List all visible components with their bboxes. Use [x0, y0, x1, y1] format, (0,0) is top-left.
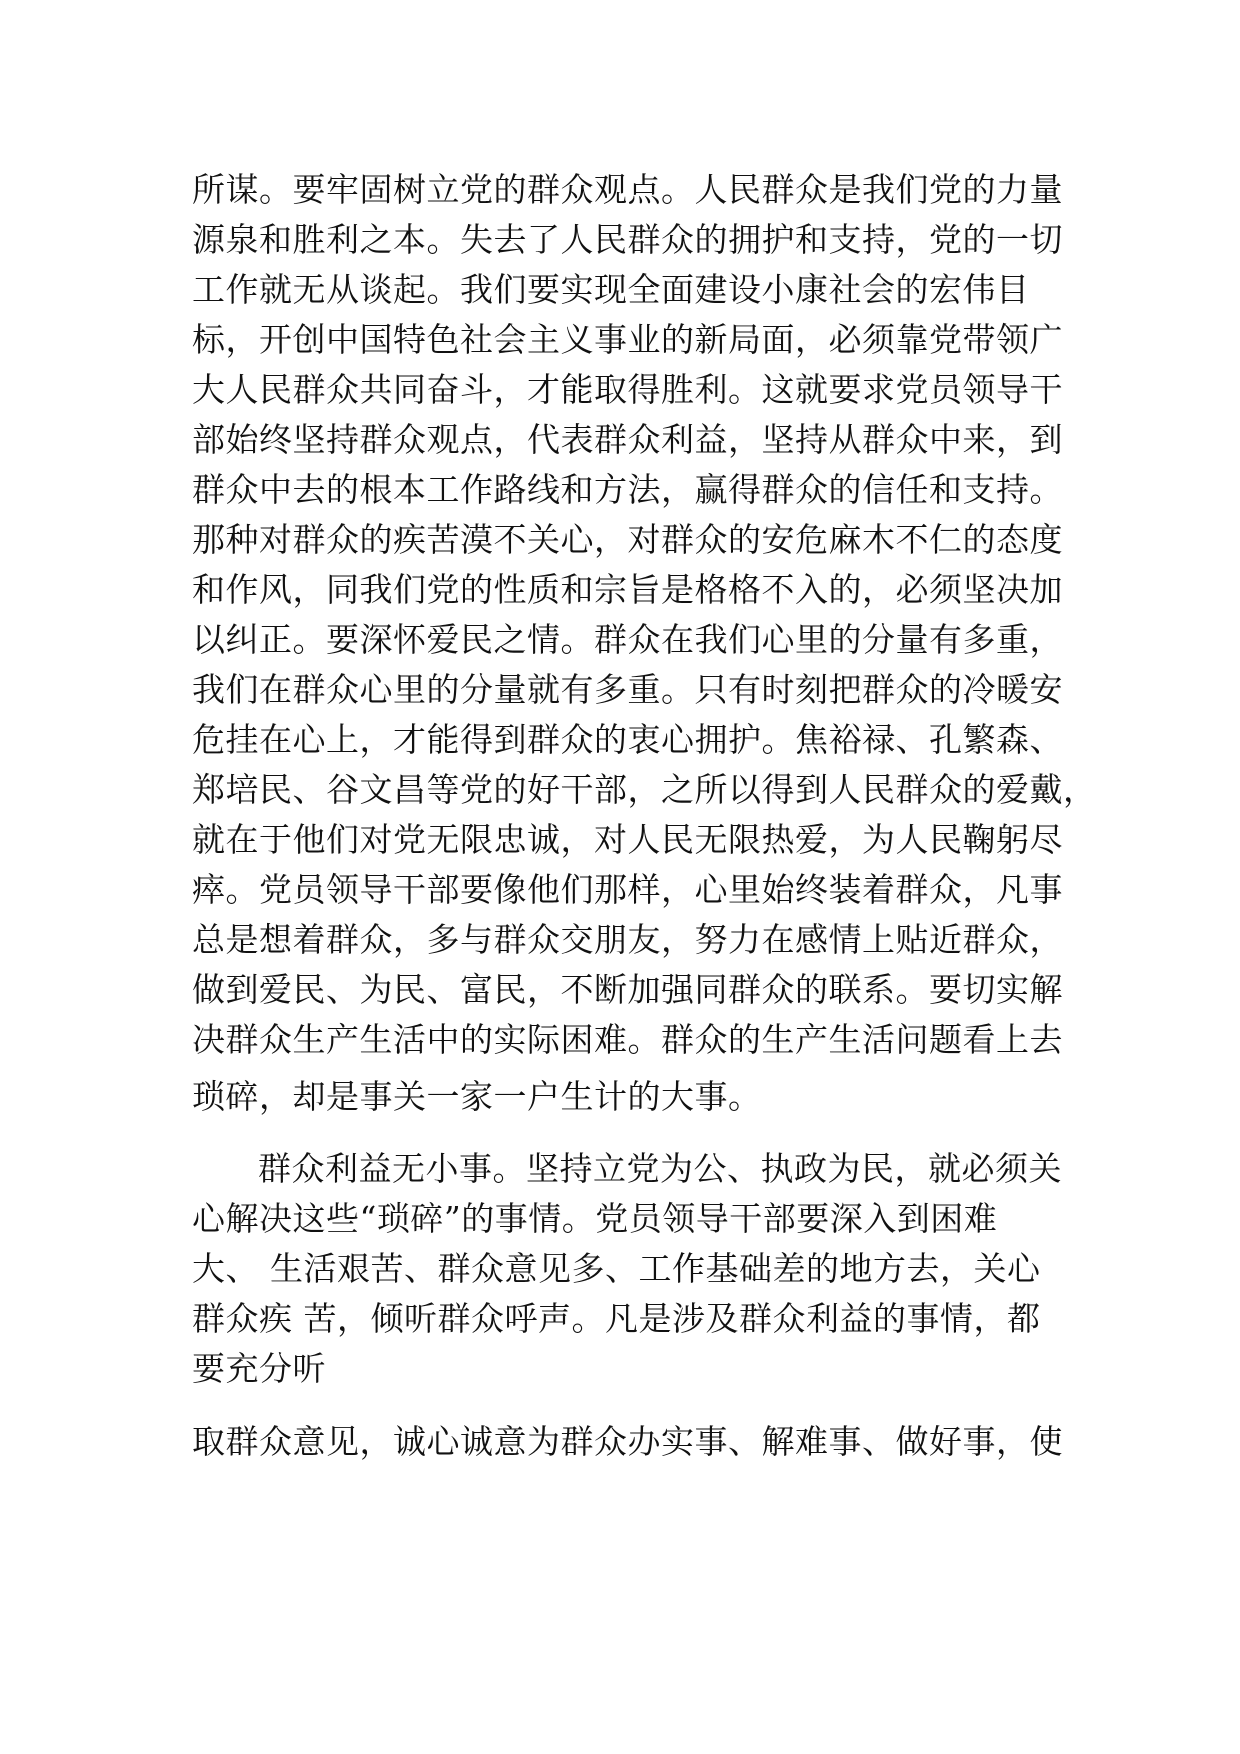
text-line: 决群众生产生活中的实际困难。群众的生产生活问题看上去	[192, 1020, 1063, 1059]
text-line: 部始终坚持群众观点，代表群众利益，坚持从群众中来，到	[192, 420, 1063, 459]
text-line: 心解决这些“琐碎”的事情。党员领导干部要深入到困难	[192, 1199, 998, 1238]
text-line: 总是想着群众，多与群众交朋友，努力在感情上贴近群众，	[192, 920, 1063, 959]
text-line: 做到爱民、为民、富民，不断加强同群众的联系。要切实解	[192, 970, 1063, 1009]
text-line: 就在于他们对党无限忠诚，对人民无限热爱，为人民鞠躬尽	[192, 820, 1063, 859]
text-line: 群众中去的根本工作路线和方法，赢得群众的信任和支持。	[192, 470, 1063, 509]
text-line: 琐碎，却是事关一家一户生计的大事。	[192, 1077, 762, 1116]
text-line: 危挂在心上，才能得到群众的衷心拥护。焦裕禄、孔繁森、	[192, 720, 1063, 759]
text-line: 和作风，同我们党的性质和宗旨是格格不入的，必须坚决加	[192, 570, 1063, 609]
text-line: 瘁。党员领导干部要像他们那样，心里始终装着群众，凡事	[192, 870, 1063, 909]
text-line: 标，开创中国特色社会主义事业的新局面，必须靠党带领广	[192, 320, 1063, 359]
text-line: 取群众意见，诚心诚意为群众办实事、解难事、做好事，使	[192, 1422, 1063, 1461]
text-line: 群众疾 苦，倾听群众呼声。凡是涉及群众利益的事情，都	[192, 1299, 1041, 1338]
text-line: 那种对群众的疾苦漠不关心，对群众的安危麻木不仁的态度	[192, 520, 1063, 559]
text-line: 所谋。要牢固树立党的群众观点。人民群众是我们党的力量	[192, 170, 1063, 209]
paragraph-first-line: 群众利益无小事。坚持立党为公、执政为民，就必须关	[258, 1149, 1062, 1188]
text-line: 源泉和胜利之本。失去了人民群众的拥护和支持，党的一切	[192, 220, 1063, 259]
text-line: 郑培民、谷文昌等党的好干部，之所以得到人民群众的爱戴，	[192, 770, 1097, 809]
text-line: 大、 生活艰苦、群众意见多、工作基础差的地方去，关心	[192, 1249, 1041, 1288]
text-line: 以纠正。要深怀爱民之情。群众在我们心里的分量有多重，	[192, 620, 1063, 659]
text-line: 大人民群众共同奋斗，才能取得胜利。这就要求党员领导干	[192, 370, 1063, 409]
text-line: 工作就无从谈起。我们要实现全面建设小康社会的宏伟目	[192, 270, 1030, 309]
text-line: 要充分听	[192, 1349, 326, 1388]
text-line: 我们在群众心里的分量就有多重。只有时刻把群众的冷暖安	[192, 670, 1063, 709]
